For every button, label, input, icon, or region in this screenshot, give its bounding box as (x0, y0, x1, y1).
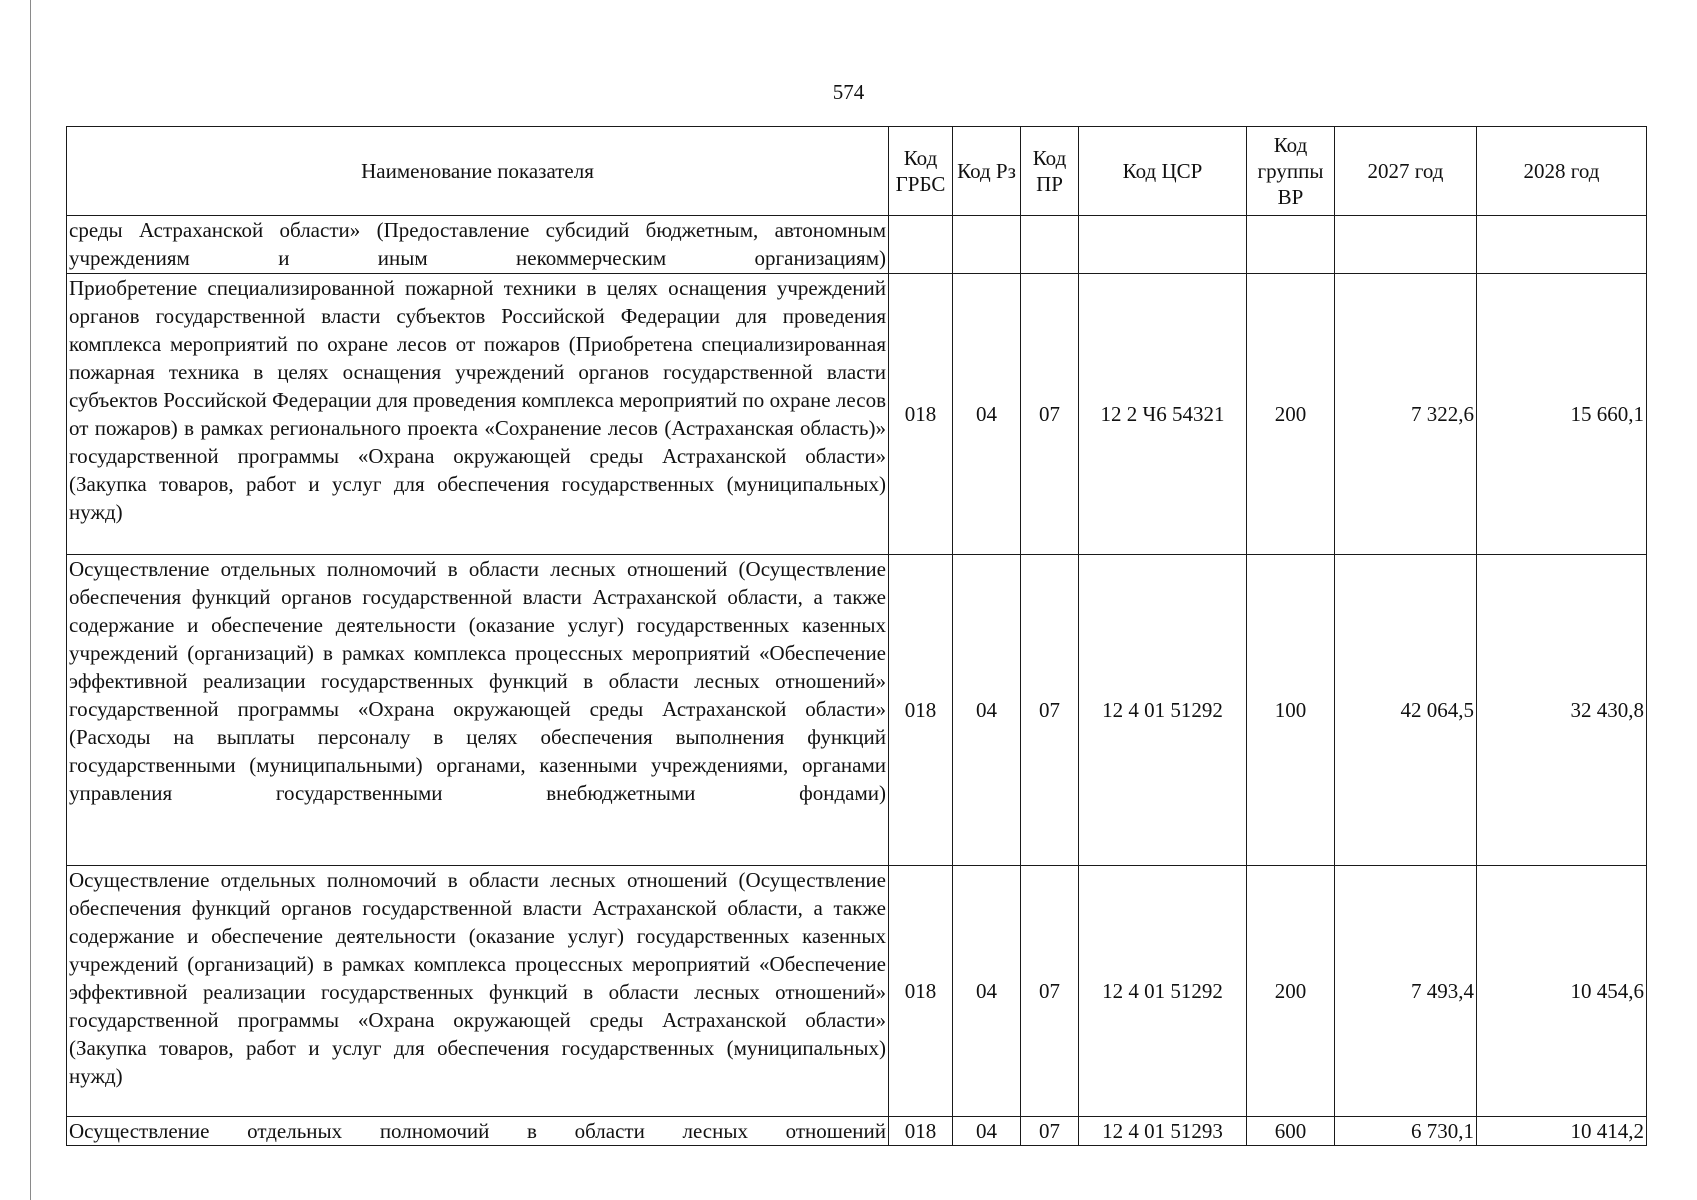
row-2028: 15 660,1 (1477, 274, 1647, 555)
row-csr (1079, 216, 1247, 274)
table-row (67, 216, 1647, 274)
row-pr: 07 (1021, 274, 1079, 555)
row-rz: 04 (953, 555, 1021, 866)
row-2027 (1335, 216, 1477, 274)
row-2028: 32 430,8 (1477, 555, 1647, 866)
row-vr (1247, 216, 1335, 274)
table-row (67, 274, 1647, 555)
row-2027: 42 064,5 (1335, 555, 1477, 866)
page-number: 574 (832, 80, 865, 104)
table-row (67, 866, 1647, 1117)
row-grbs: 018 (889, 555, 953, 866)
left-margin-rule (30, 0, 31, 1200)
header-pr: Код ПР (1021, 127, 1079, 216)
header-vr: Код группы ВР (1247, 127, 1335, 216)
header-2028: 2028 год (1477, 127, 1647, 216)
row-pr: 07 (1021, 1117, 1079, 1146)
row-name: Осуществление отдельных полномочий в области лесных отношений (Осуществление обеспечения функций органов государственной власти Астраханской области, а также содержание и обеспечение деятельности (оказание услуг) государственных казенных учреждений (организаций) в рамках комплекса процессных мероприятий «Обеспечение эффективной реализации государственных функций в области лесных отношений» государственной программы «Охрана окружающей среды Астраханской области» (Расходы на выплаты персоналу в целях обеспечения выполнения функций государственными (муниципальными) органами, казенными учреждениями, органами управления государственными внебюджетными фондами) (67, 555, 889, 866)
row-name: Осуществление отдельных полномочий в области лесных отношений (Осуществление обеспечения функций органов государственной власти Астраханской области, а также содержание и обеспечение деятельности (оказание услуг) государственных казенных учреждений (организаций) в рамках комплекса процессных мероприятий «Обеспечение эффективной реализации государственных функций в области лесных отношений» государственной программы «Охрана окружающей среды Астраханской области» (Закупка товаров, работ и услуг для обеспечения государственных (муниципальных) нужд) (67, 866, 889, 1117)
header-2027: 2027 год (1335, 127, 1477, 216)
row-rz (953, 216, 1021, 274)
row-csr: 12 4 01 51292 (1079, 866, 1247, 1117)
header-name: Наименование показателя (67, 127, 889, 216)
row-grbs (889, 216, 953, 274)
table-header-row (67, 127, 1647, 216)
row-2028 (1477, 216, 1647, 274)
row-rz: 04 (953, 866, 1021, 1117)
row-grbs: 018 (889, 1117, 953, 1146)
row-2027: 7 493,4 (1335, 866, 1477, 1117)
row-vr: 200 (1247, 274, 1335, 555)
budget-table (66, 126, 1647, 1146)
row-csr: 12 4 01 51293 (1079, 1117, 1247, 1146)
row-pr: 07 (1021, 866, 1079, 1117)
row-csr: 12 4 01 51292 (1079, 555, 1247, 866)
row-name: среды Астраханской области» (Предоставление субсидий бюджетным, автономным учреждениям и иным некоммерческим организациям) (67, 216, 889, 274)
row-vr: 200 (1247, 866, 1335, 1117)
row-2028: 10 414,2 (1477, 1117, 1647, 1146)
row-2027: 7 322,6 (1335, 274, 1477, 555)
row-vr: 600 (1247, 1117, 1335, 1146)
row-vr: 100 (1247, 555, 1335, 866)
table-row (67, 1117, 1647, 1146)
row-2028: 10 454,6 (1477, 866, 1647, 1117)
row-pr (1021, 216, 1079, 274)
row-csr: 12 2 Ч6 54321 (1079, 274, 1247, 555)
header-csr: Код ЦСР (1079, 127, 1247, 216)
row-rz: 04 (953, 1117, 1021, 1146)
row-grbs: 018 (889, 866, 953, 1117)
budget-table-container (66, 126, 1646, 1146)
table-row (67, 555, 1647, 866)
row-grbs: 018 (889, 274, 953, 555)
header-rz: Код Рз (953, 127, 1021, 216)
row-name: Приобретение специализированной пожарной техники в целях оснащения учреждений органов государственной власти субъектов Российской Федерации для проведения комплекса мероприятий по охране лесов от пожаров (Приобретена специализированная пожарная техника в целях оснащения учреждений органов государственной власти субъектов Российской Федерации для проведения комплекса мероприятий по охране лесов от пожаров) в рамках регионального проекта «Сохранение лесов (Астраханская область)» государственной программы «Охрана окружающей среды Астраханской области» (Закупка товаров, работ и услуг для обеспечения государственных (муниципальных) нужд) (67, 274, 889, 555)
header-grbs: Код ГРБС (889, 127, 953, 216)
row-pr: 07 (1021, 555, 1079, 866)
row-name: Осуществление отдельных полномочий в области лесных отношений (67, 1117, 889, 1146)
row-2027: 6 730,1 (1335, 1117, 1477, 1146)
row-rz: 04 (953, 274, 1021, 555)
